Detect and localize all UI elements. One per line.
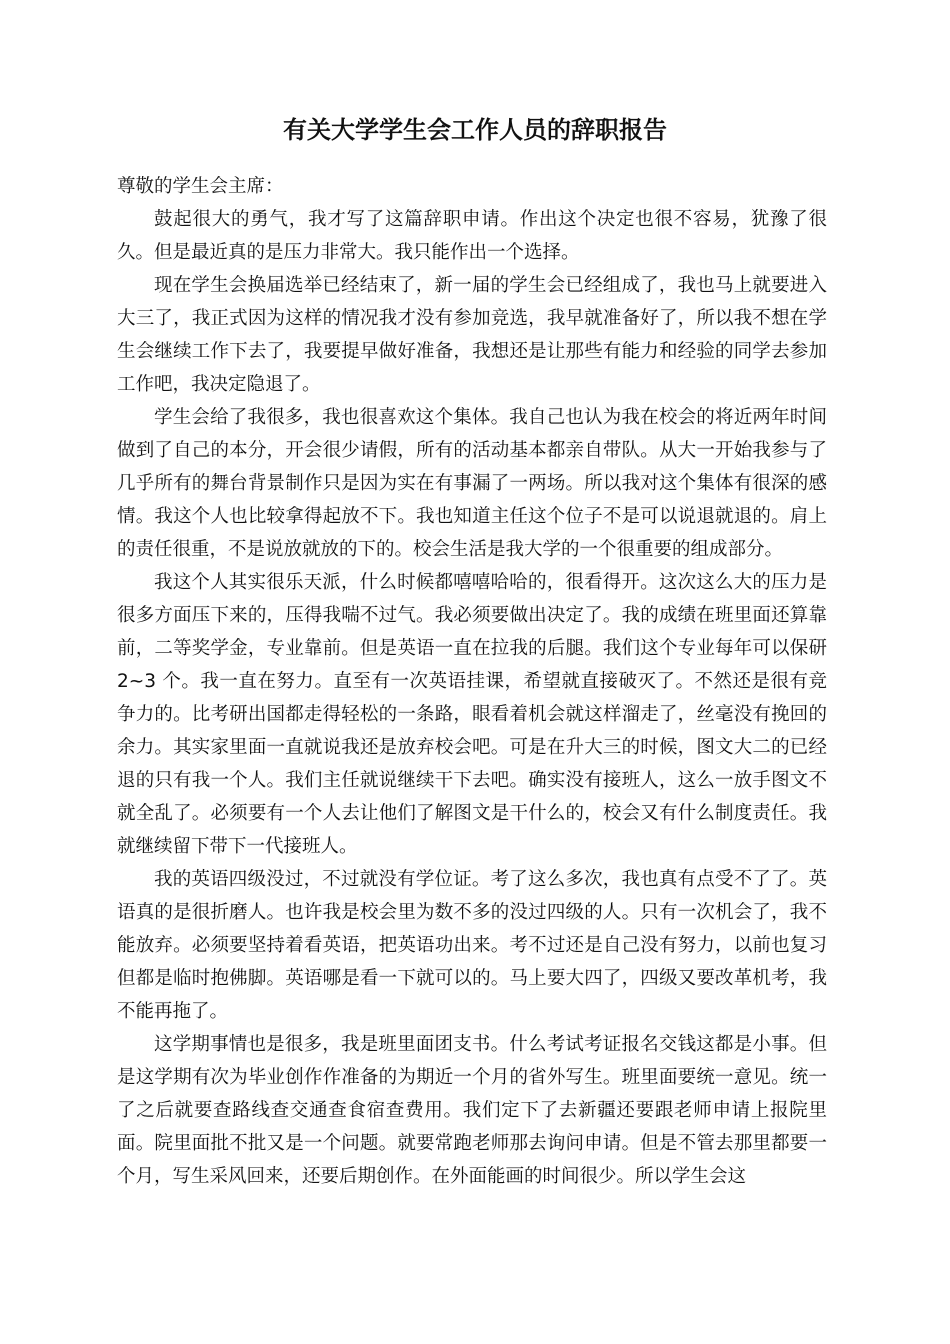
paragraph-1: 鼓起很大的勇气，我才写了这篇辞职申请。作出这个决定也很不容易，犹豫了很久。但是最近真的是压力非常大。我只能作出一个选择。 (117, 209, 827, 263)
paragraph-6: 这学期事情也是很多，我是班里面团支书。什么考试考证报名交钱这都是小事。但是这学期有次为毕业创作作准备的为期近一个月的省外写生。班里面要统一意见。统一了之后就要查路线查交通查食宿查费用。我们定下了去新疆还要跟老师申请上报院里面。院里面批不批又是一个问题。就要常跑老师那去询问申请。但是不管去那里都要一个月，写生采风回来，还要后期创作。在外面能画的时间很少。所以学生会这 (117, 1034, 827, 1187)
paragraph-2: 现在学生会换届选举已经结束了，新一届的学生会已经组成了，我也马上就要进入大三了，我正式因为这样的情况我才没有参加竞选，我早就准备好了，所以我不想在学生会继续工作下去了，我要提早做好准备，我想还是让那些有能力和经验的同学去参加工作吧，我决定隐退了。 (117, 275, 827, 395)
paragraph-5: 我的英语四级没过，不过就没有学位证。考了这么多次，我也真有点受不了了。英语真的是很折磨人。也许我是校会里为数不多的没过四级的人。只有一次机会了，我不能放弃。必须要坚持着看英语，把英语功出来。考不过还是自己没有努力，以前也复习但都是临时抱佛脚。英语哪是看一下就可以的。马上要大四了，四级又要改革机考，我不能再拖了。 (117, 869, 827, 1022)
salutation: 尊敬的学生会主席： (117, 176, 284, 197)
paragraph-3: 学生会给了我很多，我也很喜欢这个集体。我自己也认为我在校会的将近两年时间做到了自己的本分，开会很少请假，所有的活动基本都亲自带队。从大一开始我参与了几乎所有的舞台背景制作只是因为实在有事漏了一两场。所以我对这个集体有很深的感情。我这个人也比较拿得起放不下。我也知道主任这个位子不是可以说退就退的。肩上的责任很重，不是说放就放的下的。校会生活是我大学的一个很重要的组成部分。 (117, 407, 827, 560)
document-body (117, 170, 827, 1193)
paragraph-4: 我这个人其实很乐天派，什么时候都嘻嘻哈哈的，很看得开。这次这么大的压力是很多方面压下来的，压得我喘不过气。我必须要做出决定了。我的成绩在班里面还算靠前，二等奖学金，专业靠前。但是英语一直在拉我的后腿。我们这个专业每年可以保研 2~3 个。我一直在努力。直至有一次英语挂课，希望就直接破灭了。不然还是很有竞争力的。比考研出国都走得轻松的一条路，眼看着机会就这样溜走了，丝毫没有挽回的余力。其实家里面一直就说我还是放弃校会吧。可是在升大三的时候，图文大二的已经退的只有我一个人。我们主任就说继续干下去吧。确实没有接班人，这么一放手图文不就全乱了。必须要有一个人去让他们了解图文是干什么的，校会又有什么制度责任。我就继续留下带下一代接班人。 (117, 572, 827, 857)
document-title: 有关大学学生会工作人员的辞职报告 (283, 116, 667, 144)
